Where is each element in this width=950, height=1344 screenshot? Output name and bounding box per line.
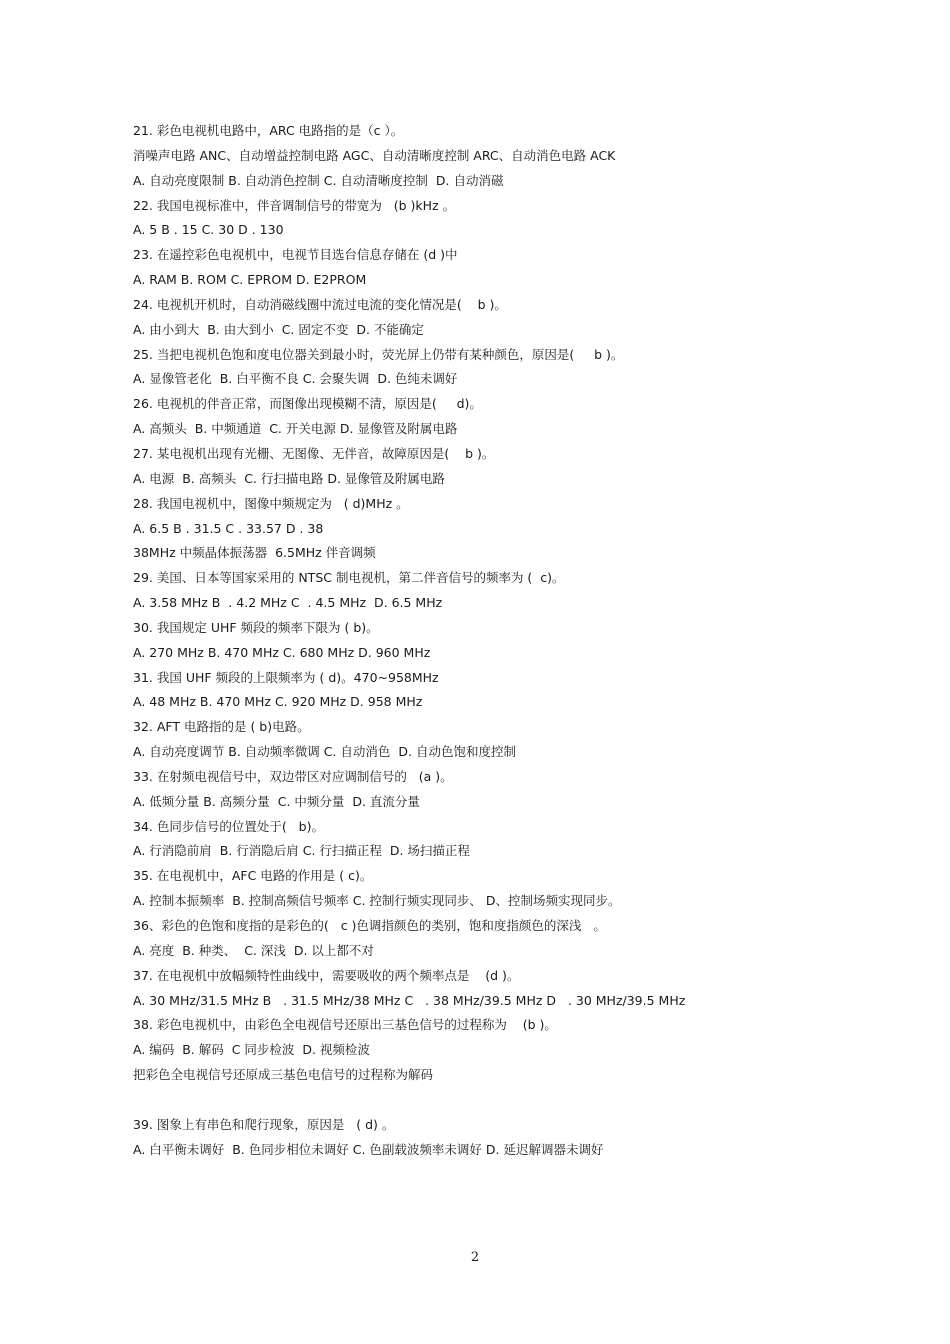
text-line: 30. 我国规定 UHF 频段的频率下限为 ( b)。 — [133, 619, 379, 635]
text-line: 39. 图象上有串色和爬行现象，原因是 ( d) 。 — [133, 1116, 395, 1132]
text-line: 32. AFT 电路指的是 ( b)电路。 — [133, 719, 310, 735]
text-line: A. 5 B . 15 C. 30 D . 130 — [133, 222, 284, 238]
question-list — [133, 119, 813, 1162]
text-line: 38. 彩色电视机中，由彩色全电视信号还原出三基色信号的过程称为 (b )。 — [133, 1017, 557, 1033]
text-line: 36、彩色的色饱和度指的是彩色的( c )色调指颜色的类别，饱和度指颜色的深浅 。 — [133, 918, 606, 933]
text-line: A. 3.58 MHz B . 4.2 MHz C . 4.5 MHz D. 6.5 MHz — [133, 595, 443, 611]
text-line: A. 电源 B. 高频头 C. 行扫描电路 D. 显像管及附属电路 — [133, 470, 445, 486]
text-line: 25. 当把电视机色饱和度电位器关到最小时，荧光屏上仍带有某种颜色，原因是( b )。 — [133, 346, 624, 362]
text-line: 35. 在电视机中，AFC 电路的作用是 ( c)。 — [133, 868, 373, 884]
text-line: A. 自动亮度限制 B. 自动消色控制 C. 自动清晰度控制 D. 自动消磁 — [133, 172, 504, 188]
text-line: 34. 色同步信号的位置处于( b)。 — [133, 818, 324, 834]
text-line: A. 自动亮度调节 B. 自动频率微调 C. 自动消色 D. 自动色饱和度控制 — [133, 744, 516, 760]
text-line: 24. 电视机开机时，自动消磁线圈中流过电流的变化情况是( b )。 — [133, 296, 507, 312]
text-line: 把彩色全电视信号还原成三基色电信号的过程称为解码 — [133, 1067, 434, 1083]
text-line: 22. 我国电视标准中，伴音调制信号的带宽为 (b )kHz 。 — [133, 197, 456, 213]
text-line: A. 行消隐前肩 B. 行消隐后肩 C. 行扫描正程 D. 场扫描正程 — [133, 843, 470, 859]
text-line: 23. 在遥控彩色电视机中，电视节目选台信息存储在 (d )中 — [133, 247, 458, 263]
page-number: 2 — [470, 1250, 480, 1265]
text-line: A. RAM B. ROM C. EPROM D. E2PROM — [133, 272, 367, 288]
text-line: A. 低频分量 B. 高频分量 C. 中频分量 D. 直流分量 — [133, 793, 420, 809]
text-line: A. 显像管老化 B. 白平衡不良 C. 会聚失调 D. 色纯未调好 — [133, 371, 458, 387]
text-line: A. 48 MHz B. 470 MHz C. 920 MHz D. 958 MHz — [133, 694, 423, 710]
text-line: A. 编码 B. 解码 C 同步检波 D. 视频检波 — [133, 1042, 370, 1058]
text-line: A. 亮度 B. 种类、 C. 深浅 D. 以上都不对 — [133, 942, 374, 958]
text-line: 31. 我国 UHF 频段的上限频率为 ( d)。470~958MHz — [133, 669, 439, 685]
text-line: 21. 彩色电视机电路中，ARC 电路指的是（c ）。 — [133, 123, 404, 138]
text-line: A. 白平衡未调好 B. 色同步相位未调好 C. 色副载波频率未调好 D. 延迟解调器未调好 — [133, 1141, 604, 1157]
text-line: 38MHz 中频晶体振荡器 6.5MHz 伴音调频 — [133, 545, 376, 561]
text-line: 消噪声电路 ANC、自动增益控制电路 AGC、自动清晰度控制 ARC、自动消色电路 ACK — [133, 147, 616, 163]
text-line: A. 30 MHz/31.5 MHz B . 31.5 MHz/38 MHz C . 38 MHz/39.5 MHz D . 30 MHz/39.5 MHz — [133, 992, 686, 1008]
text-line: A. 控制本振频率 B. 控制高频信号频率 C. 控制行频实现同步、 D、控制场频实现同步。 — [133, 893, 621, 909]
text-line: A. 由小到大 B. 由大到小 C. 固定不变 D. 不能确定 — [133, 321, 424, 337]
text-line: 28. 我国电视机中，图像中频规定为 ( d)MHz 。 — [133, 495, 409, 511]
text-line: 29. 美国、日本等国家采用的 NTSC 制电视机，第二伴音信号的频率为 ( c)。 — [133, 570, 565, 586]
text-line: A. 高频头 B. 中频通道 C. 开关电源 D. 显像管及附属电路 — [133, 421, 458, 437]
text-line: 37. 在电视机中放幅频特性曲线中，需要吸收的两个频率点是 (d )。 — [133, 967, 520, 983]
text-line: A. 6.5 B . 31.5 C . 33.57 D . 38 — [133, 520, 324, 536]
text-line: 26. 电视机的伴音正常，而图像出现模糊不清，原因是( d)。 — [133, 396, 482, 412]
blank-line — [133, 1088, 813, 1113]
text-line: 27. 某电视机出现有光栅、无图像、无伴音，故障原因是( b )。 — [133, 445, 495, 461]
text-line: A. 270 MHz B. 470 MHz C. 680 MHz D. 960 MHz — [133, 644, 431, 660]
text-line: 33. 在射频电视信号中，双边带区对应调制信号的 (a )。 — [133, 768, 453, 784]
